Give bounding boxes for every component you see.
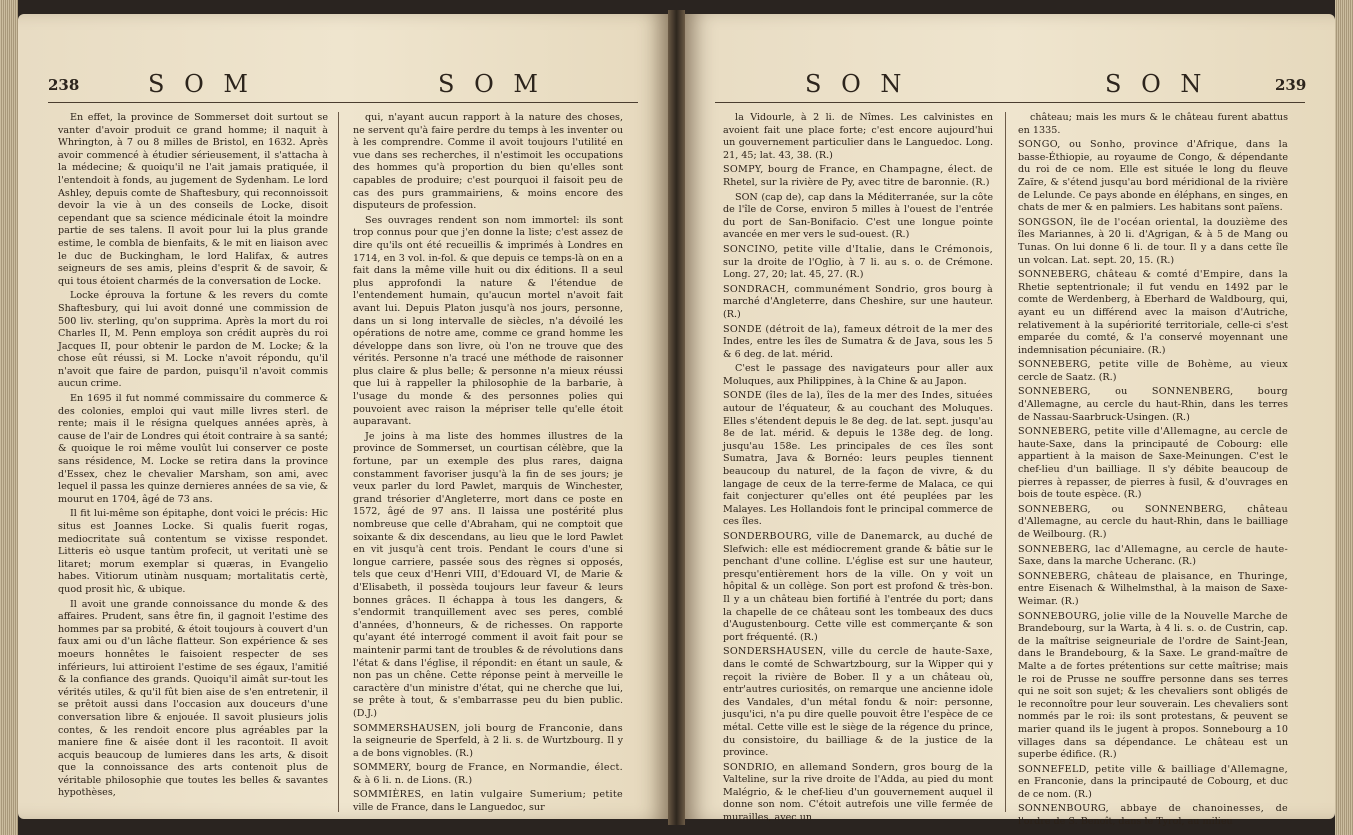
paragraph: Il avoit une grande connoissance du monde & des affaires. Prudent, sans être fin, il gagnoit l'estime des hommes par sa probité, & étoit toujours à couvert d'un faux ami ou d'un lâche flatteur. Son expérience & ses moeurs honnêtes le faisoient respecter de ses inférieurs, lui attiroient l'estime de ses égaux, l'amitié & la confiance des grands. Quoiqu'il aimât sur-tout les vérités utiles, & qu'il fût bien aise de s'en entretenir, il se prêtoit aussi dans l'occasion aux douceurs d'une conversation libre & enjouée. Il savoit plusieurs jolis contes, & les rendoit encore plus agréables par la maniere fine & aisée dont il les racontoit. Il avoit acquis beaucoup de lumieres dans les arts, & disoit que la connoissance des arts contenoit plus de véritable philosophie que toutes les belles & savantes hypothèses, bbox=[58, 598, 328, 799]
paragraph: SONGO, ou Sonho, province d'Afrique, dans la basse-Éthiopie, au royaume de Congo, & dépendante du roi de ce nom. Elle est située le long du fleuve Zaïre, & s'étend jusqu'au bord méridional de la rivière de Lelunde. Ce pays abonde en éléphans, en singes, en chats de mer & en palmiers. Les habitans sont païens. bbox=[1018, 139, 1288, 214]
text-column bbox=[723, 112, 993, 824]
paragraph: SON (cap de), cap dans la Méditerranée, sur la côte de l'île de Corse, environ 5 milles à l'ouest de l'entrée du port de San-Bonifacio. C'est une longue pointe avancée en mer vers le sud-ouest. (R.) bbox=[723, 191, 993, 241]
paragraph: SONNEBERG, ou SONNENBERG, château d'Allemagne, au cercle du haut-Rhin, dans le bailliage de Weilbourg. (R.) bbox=[1018, 503, 1288, 540]
paragraph: SONCINO, petite ville d'Italie, dans le Crémonois, sur la droite de l'Oglio, à 7 li. au s. o. de Crémone. Long. 27, 20; lat. 45, 27. (R.) bbox=[723, 243, 993, 281]
header-rule bbox=[715, 102, 1305, 103]
paragraph: SONNEBERG, petite ville d'Allemagne, au cercle de haute-Saxe, dans la principauté de Cobourg: elle appartient à la maison de Saxe-Meinungen. C'est le chef-lieu d'un bailliage. Il s'y débite beaucoup de pierres à repasser, de pierres à fusil, & d'ouvrages en bois de toute espèce. (R.) bbox=[1018, 426, 1288, 501]
page-edges-left bbox=[0, 0, 18, 835]
paragraph: SONNEBOURG, jolie ville de la Nouvelle Marche de Brandebourg, sur la Warta, à 4 li. s. o. de Custrin, cap. de la maîtrise seigneuriale de l'ordre de Saint-Jean, dans le Brandebourg, & la Saxe. Le grand-maître de Malte a de fortes prétentions sur cette maîtrise; mais le roi de Prusse ne souffre personne dans ses terres qui ne soit son sujet; & les chevaliers sont obligés de le reconnoître pour leur souverain. Les chevaliers sont nommés par le roi: ils sont protestans, & peuvent se marier quand ils le jugent à propos. Sonnebourg a 10 villages dans sa dépendance. Le château est un superbe édifice. (R.) bbox=[1018, 610, 1288, 761]
paragraph: En effet, la province de Sommerset doit surtout se vanter d'avoir produit ce grand homme; il naquit à Whrington, à 7 ou 8 milles de Bristol, en 1632. Après avoir commencé à étudier sérieusement, il s'attacha à la médecine; & quoiqu'il ne l'ait jamais pratiquée, il l'entendoit à fonds, au jugement de Sydenham. Le lord Ashley, depuis comte de Shaftesbury, qui reconnoissoit devoir la vie à un des conseils de Locke, disoit cependant que sa science médicinale étoit la moindre partie de ses talens. Il avoit pour lui la plus grande estime, le combla de bienfaits, & le mit en liaison avec le duc de Buckingham, le lord Halifax, & autres seigneurs de ses amis, pleins d'esprit & de savoir, & qui tous étoient charmés de la conversation de Locke. bbox=[58, 112, 328, 287]
book-gutter bbox=[668, 10, 685, 825]
paragraph: SONNEBERG, château & comté d'Empire, dans la Rhetie septentrionale; il fut vendu en 1492 par le comte de Werdenberg, à Eberhard de Waldbourg, qui, ayant eu un différend avec la maison d'Autriche, relativement à la supériorité territoriale, celle-ci s'est emparée du comté, & l'a conservé moyennant une indemnisation pécuniaire. (R.) bbox=[1018, 269, 1288, 356]
paragraph: C'est le passage des navigateurs pour aller aux Moluques, aux Philippines, à la Chine & au Japon. bbox=[723, 363, 993, 387]
paragraph: Je joins à ma liste des hommes illustres de la province de Sommerset, un courtisan célèbre, que la fortune, par un exemple des plus rares, daigna constamment favoriser jusqu'à la fin de ses jours; je veux parler du lord Pawlet, marquis de Winchester, grand trésorier d'Angleterre, mort dans ce poste en 1572, âgé de 97 ans. Il laissa une postérité plus nombreuse que celle d'Abraham, qui ne comptoit que soixante & dix descendans, au lieu que le lord Pawlet en vit jusqu'à cent trois. Pendant le cours d'une si longue carriere, passée sous des règnes si opposés, tels que ceux d'Henri VIII, d'Edouard VI, de Marie & d'Elisabeth, il possèda toujours leur faveur & leurs bonnes grâces. Il échappa à tous les dangers, & s'endormit tranquillement avec ses peres, comblé d'années, d'honneurs, & de richesses. On rapporte qu'ayant été interrogé comment il avoit fait pour se maintenir parmi tant de troubles & de révolutions dans l'état & dans l'église, il répondit: en étant un saule, & non pas un chêne. Cette réponse peint à merveille le caractère d'un ministre d'état, qui ne cherche que lui, se prête à tout, & s'embarrasse peu du bien public. (D.J.) bbox=[353, 430, 623, 719]
paragraph: SONDERSHAUSEN, ville du cercle de haute-Saxe, dans le comté de Schwartzbourg, sur la Wipper qui y reçoit la rivière de Bober. Il y a un château où, entr'autres curiosités, on remarque une ancienne idole des Vandales, d'un métal fondu & noir: personne, jusqu'ici, n'a pu dire quelle pouvoit être l'espèce de ce métal. Cette ville est le siège de la régence du prince, du consistoire, du bailliage & de la justice de la province. bbox=[723, 646, 993, 759]
paragraph: SONNEBERG, château de plaisance, en Thuringe, entre Eisenach & Wilhelmsthal, à la maison de Saxe-Weimar. (R.) bbox=[1018, 570, 1288, 607]
text-column bbox=[353, 112, 623, 812]
column-divider bbox=[338, 112, 339, 812]
text-column bbox=[1018, 112, 1288, 828]
paragraph: SONGSON, île de l'océan oriental, la douzième des îles Mariannes, à 20 li. d'Agrigan, & à 5 de Mang ou Tunas. On lui donne 6 li. de tour. Il y a dans cette île un volcan. Lat. sept. 20, 15. (R.) bbox=[1018, 216, 1288, 266]
paragraph: SONNENBOURG, abbaye de chanoinesses, de l'ordre de S. Benoît, dans le Tyrol, au milieu bbox=[1018, 803, 1288, 828]
page-number: 239 bbox=[1275, 76, 1307, 94]
column-divider bbox=[1005, 112, 1006, 812]
running-head: S O N bbox=[805, 70, 908, 98]
header-rule bbox=[48, 102, 638, 103]
paragraph: SONNEBERG, lac d'Allemagne, au cercle de haute-Saxe, dans la marche Ucheranc. (R.) bbox=[1018, 543, 1288, 568]
paragraph: SONNEBERG, ou SONNENBERG, bourg d'Allemagne, au cercle du haut-Rhin, dans les terres de Nassau-Saarbruck-Usingen. (R.) bbox=[1018, 386, 1288, 423]
paragraph: SONDERBOURG, ville de Danemarck, au duché de Slefwich: elle est médiocrement grande & bâtie sur le penchant d'une colline. L'église est sur une hauteur, presqu'entièrement hors de la ville. On y voit un hôpital & un collège. Son port est profond & très-bon. Il y a un château bien fortifié à l'entrée du port; dans la chapelle de ce château sont les tombeaux des ducs d'Augustenbourg. Cette ville est commerçante & son port fréquenté. (R.) bbox=[723, 531, 993, 643]
paragraph: SONNEFELD, petite ville & bailliage d'Allemagne, en Franconie, dans la principauté de Cobourg, et duc de ce nom. (R.) bbox=[1018, 763, 1288, 800]
paragraph: château; mais les murs & le château furent abattus en 1335. bbox=[1018, 112, 1288, 136]
paragraph: SONDE (détroit de la), fameux détroit de la mer des Indes, entre les îles de Sumatra & de Java, sous les 5 & 6 deg. de lat. mérid. bbox=[723, 323, 993, 360]
running-head: S O M bbox=[438, 70, 544, 98]
text-column bbox=[58, 112, 328, 812]
running-head: S O M bbox=[148, 70, 254, 98]
paragraph: SONDRACH, communément Sondrio, gros bourg à marché d'Angleterre, dans Cheshire, sur une hauteur. (R.) bbox=[723, 283, 993, 320]
paragraph: la Vidourle, à 2 li. de Nîmes. Les calvinistes en avoient fait une place forte; c'est encore aujourd'hui un gouvernement particulier dans le Languedoc. Long. 21, 45; lat. 43, 38. (R.) bbox=[723, 112, 993, 161]
paragraph: SOMMERY, bourg de France, en Normandie, élect. & à 6 li. n. de Lions. (R.) bbox=[353, 762, 623, 786]
paragraph: SOMMIÈRES, en latin vulgaire Sumerium; petite ville de France, dans le Languedoc, sur bbox=[353, 789, 623, 814]
page-edges-right bbox=[1335, 0, 1353, 835]
page-number: 238 bbox=[48, 76, 80, 94]
paragraph: Locke éprouva la fortune & les revers du comte Shaftesbury, qui lui avoit donné une commission de 500 liv. sterling, qu'on supprima. Après la mort du roi Charles II, M. Penn employa son crédit auprès du roi Jacques II, pour obtenir le pardon de M. Locke; & la chose eût réussi, si M. Locke n'avoit répondu, qu'il n'avoit que faire de pardon, puisqu'il n'avoit commis aucun crime. bbox=[58, 290, 328, 390]
paragraph: SOMPY, bourg de France, en Champagne, élect. de Rhetel, sur la rivière de Py, avec titre de baronnie. (R.) bbox=[723, 164, 993, 188]
paragraph: Ses ouvrages rendent son nom immortel: ils sont trop connus pour que j'en donne la liste; c'est assez de dire qu'ils ont été recueillis & imprimés à Londres en 1714, en 3 vol. in-fol. & que depuis ce temps-là on en a fait dans la même ville huit ou dix éditions. Il a seul plus approfondi la nature & l'étendue de l'entendement humain, qu'aucun mortel n'avoit fait avant lui. Depuis Platon jusqu'à nos jours, personne, dans un si long intervalle de siècles, n'a dévoilé les opérations de notre ame, comme ce grand homme les développe dans son livre, où l'on ne trouve que des vérités. Personne n'a tracé une méthode de raisonner plus claire & plus belle; & personne n'a mieux réussi que lui à rappeller la philosophie de la barbarie, à l'usage du monde & des personnes polies qui pouvoient avec raison la mépriser telle qu'elle étoit auparavant. bbox=[353, 214, 623, 428]
right-page bbox=[685, 14, 1335, 828]
paragraph: SONDE (îles de la), îles de la mer des Indes, situées autour de l'équateur, & au couchant des Moluques. Elles s'étendent depuis le 8e deg. de lat. sept. jusqu'au 8e de lat. mérid. & depuis le 138e deg. de long. jusqu'au 158e. Les principales de ces îles sont Sumatra, Java & Bornéo: leurs peuples tiennent beaucoup du naturel, de la façon de vivre, & du langage de ceux de la terre-ferme de Malaca, ce qui fait conjecturer qu'elles ont été peuplées par les Malayes. Les Hollandois font le principal commerce de ces îles. bbox=[723, 390, 993, 528]
paragraph: En 1695 il fut nommé commissaire du commerce & des colonies, emploi qui vaut mille livres sterl. de rente; mais il le résigna quelques années après, à cause de l'air de Londres qui étoit contraire à sa santé; & quoique le roi même voulût lui conserver ce poste sans résidence, M. Locke se retira dans la province d'Essex, chez le chevalier Marsham, son ami, avec lequel il passa les quinze dernieres années de sa vie, & mourut en 1704, âgé de 73 ans. bbox=[58, 393, 328, 505]
running-head: S O N bbox=[1105, 70, 1208, 98]
paragraph: SONDRIO, en allemand Sondern, gros bourg de la Valteline, sur la rive droite de l'Adda, au pied du mont Malégrio, & le chef-lieu d'un gouvernement auquel il donne son nom. C'étoit autrefois une ville fermée de murailles, avec un bbox=[723, 761, 993, 824]
paragraph: SOMMERSHAUSEN, joli bourg de Franconie, dans la seigneurie de Sperfeld, à 2 li. s. de Wurtzbourg. Il y a de bons vignobles. (R.) bbox=[353, 722, 623, 759]
paragraph: SONNEBERG, petite ville de Bohème, au vieux cercle de Saatz. (R.) bbox=[1018, 359, 1288, 383]
left-page bbox=[18, 14, 668, 819]
paragraph: Il fit lui-même son épitaphe, dont voici le précis: Hic situs est Joannes Locke. Si qualis fuerit rogas, mediocritate suâ contentum se vixisse respondet. Litteris eò usque tantùm profecit, ut veritati unè se litaret; morum exemplar si quæras, in Evangelio habes. Vitiorum utinàm nusquam; mortalitatis certè, quod prosit hìc, & ubique. bbox=[58, 508, 328, 595]
paragraph: qui, n'ayant aucun rapport à la nature des choses, ne servent qu'à faire perdre du temps à les inventer ou à les comprendre. Comme il avoit toujours l'utilité en vue dans ses recherches, il n'estimoit les occupations des hommes qu'à proportion du bien qu'elles sont capables de produire; c'est pourquoi il faisoit peu de cas des purs grammairiens, & moins encore des disputeurs de profession. bbox=[353, 112, 623, 212]
